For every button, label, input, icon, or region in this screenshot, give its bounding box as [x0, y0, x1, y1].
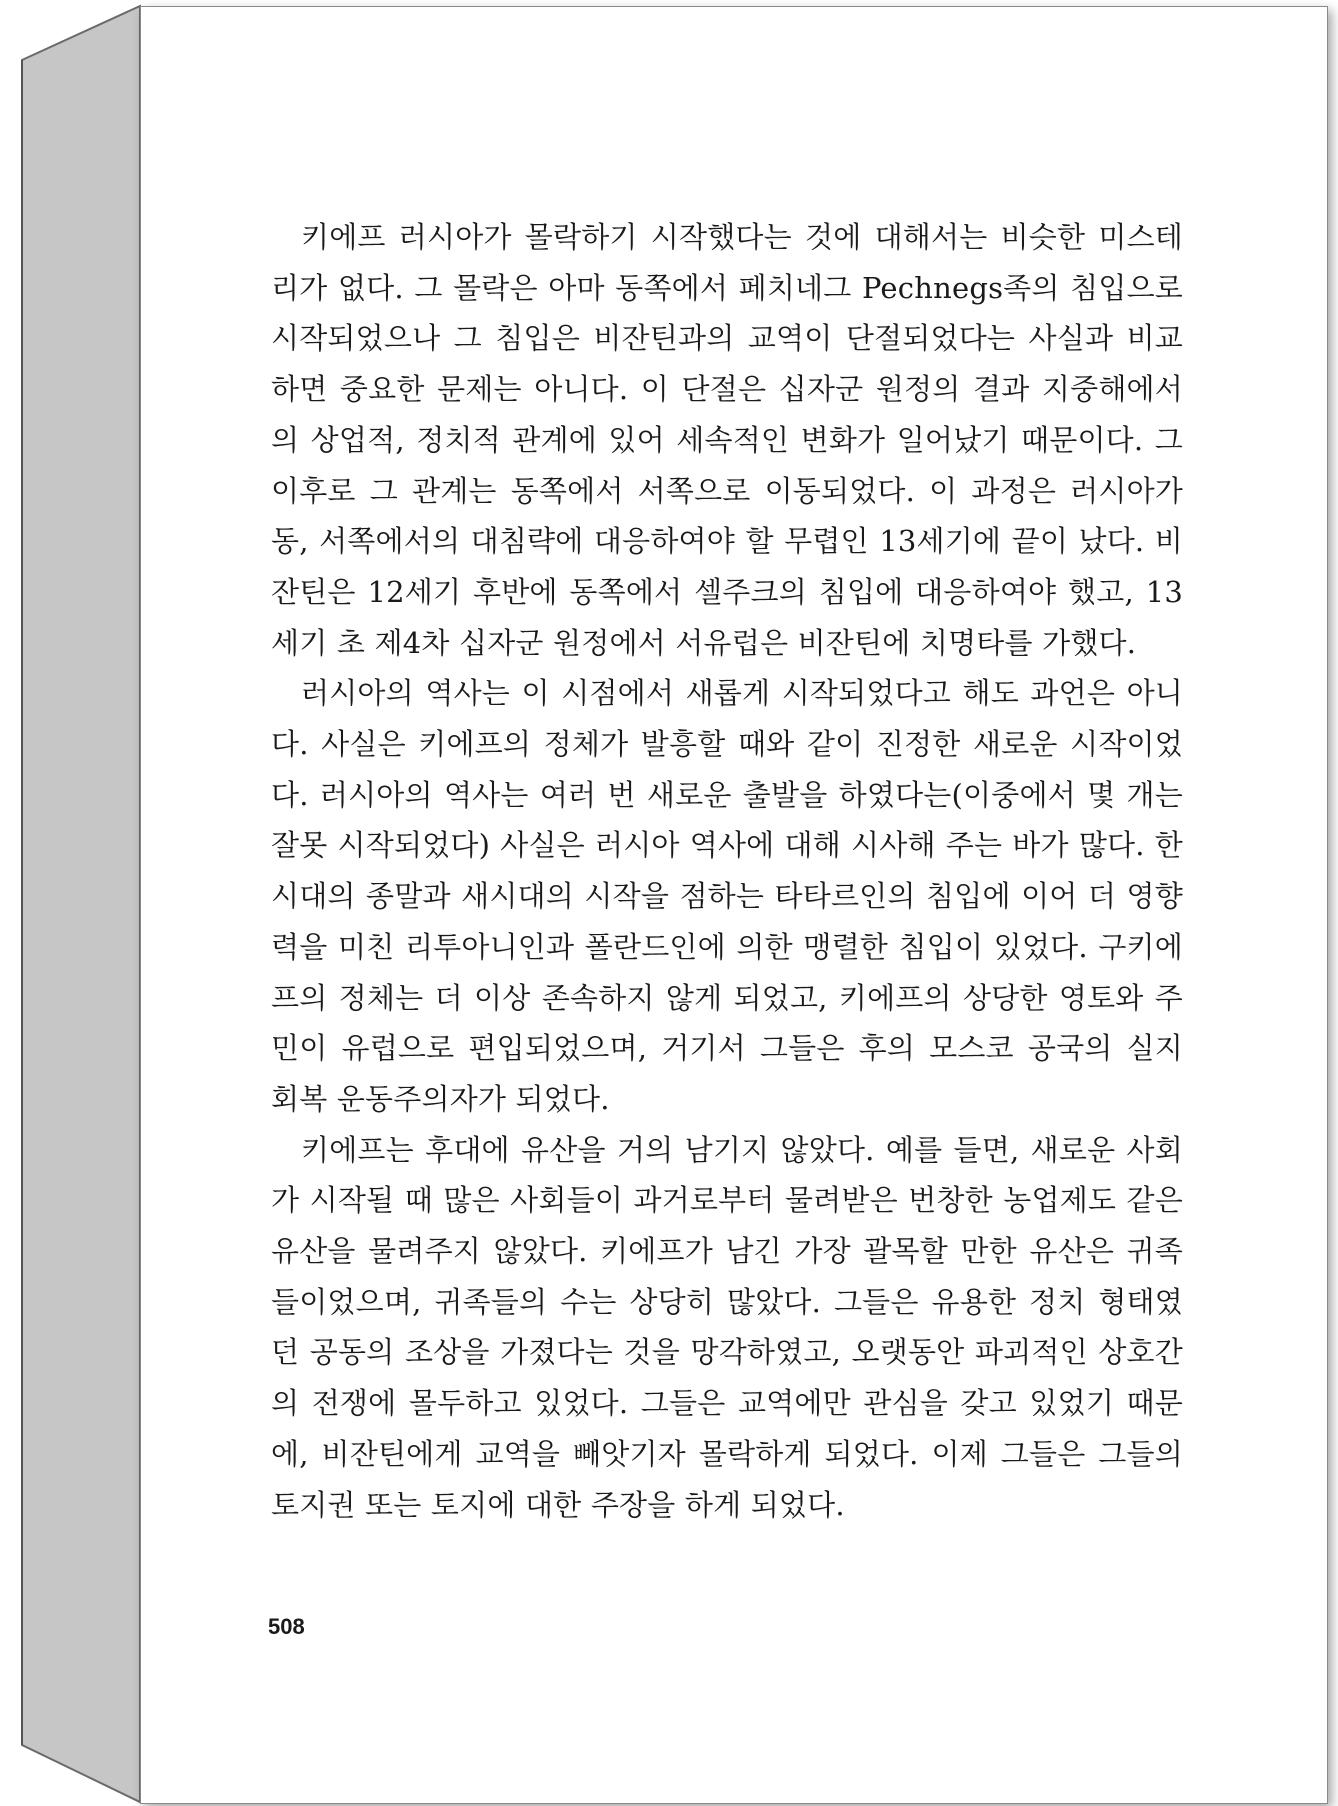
- page-number: 508: [268, 1614, 305, 1639]
- paragraph-3: 키에프는 후대에 유산을 거의 남기지 않았다. 예를 들면, 새로운 사회가 시작될 때 많은 사회들이 과거로부터 물려받은 번창한 농업제도 같은 유산을 물려주지 않았다. 키에프가 남긴 가장 괄목할 만한 유산은 귀족들이었으며, 귀족들의 수는 상당히 많았다. 그들은 유용한 정치 형태였던 공동의 조상을 가졌다는 것을 망각하였고, 오랫동안 파괴적인 상호간의 전쟁에 몰두하고 있었다. 그들은 교역에만 관심을 갖고 있었기 때문에, 비잔틴에게 교역을 빼앗기자 몰락하게 되었다. 이제 그들은 그들의 토지권 또는 토지에 대한 주장을 하게 되었다.: [271, 1132, 1183, 1522]
- book-page: [140, 6, 1328, 1804]
- paragraph-2: 러시아의 역사는 이 시점에서 새롭게 시작되었다고 해도 과언은 아니다. 사실은 키에프의 정체가 발흥할 때와 같이 진정한 새로운 시작이었다. 러시아의 역사는 여러 번 새로운 출발을 하였다는(이중에서 몇 개는 잘못 시작되었다) 사실은 러시아 역사에 대해 시사해 주는 바가 많다. 한 시대의 종말과 새시대의 시작을 점하는 타타르인의 침입에 이어 더 영향력을 미친 리투아니인과 폴란드인에 의한 맹렬한 침입이 있었다. 구키에프의 정체는 더 이상 존속하지 않게 되었고, 키에프의 상당한 영토와 주민이 유럽으로 편입되었으며, 거기서 그들은 후의 모스코 공국의 실지 회복 운동주의자가 되었다.: [271, 676, 1183, 1116]
- paragraph-1: 키에프 러시아가 몰락하기 시작했다는 것에 대해서는 비슷한 미스테리가 없다. 그 몰락은 아마 동쪽에서 페치네그 Pechnegs족의 침입으로 시작되었으나 그 침입은 비잔틴과의 교역이 단절되었다는 사실과 비교하면 중요한 문제는 아니다. 이 단절은 십자군 원정의 결과 지중해에서의 상업적, 정치적 관계에 있어 세속적인 변화가 일어났기 때문이다. 그 이후로 그 관계는 동쪽에서 서쪽으로 이동되었다. 이 과정은 러시아가 동, 서쪽에서의 대침략에 대응하여야 할 무렵인 13세기에 끝이 났다. 비잔틴은 12세기 후반에 동쪽에서 셀주크의 침입에 대응하여야 했고, 13세기 초 제4차 십자군 원정에서 서유럽은 비잔틴에 치명타를 가했다.: [271, 220, 1183, 660]
- body-text: [271, 212, 1183, 1530]
